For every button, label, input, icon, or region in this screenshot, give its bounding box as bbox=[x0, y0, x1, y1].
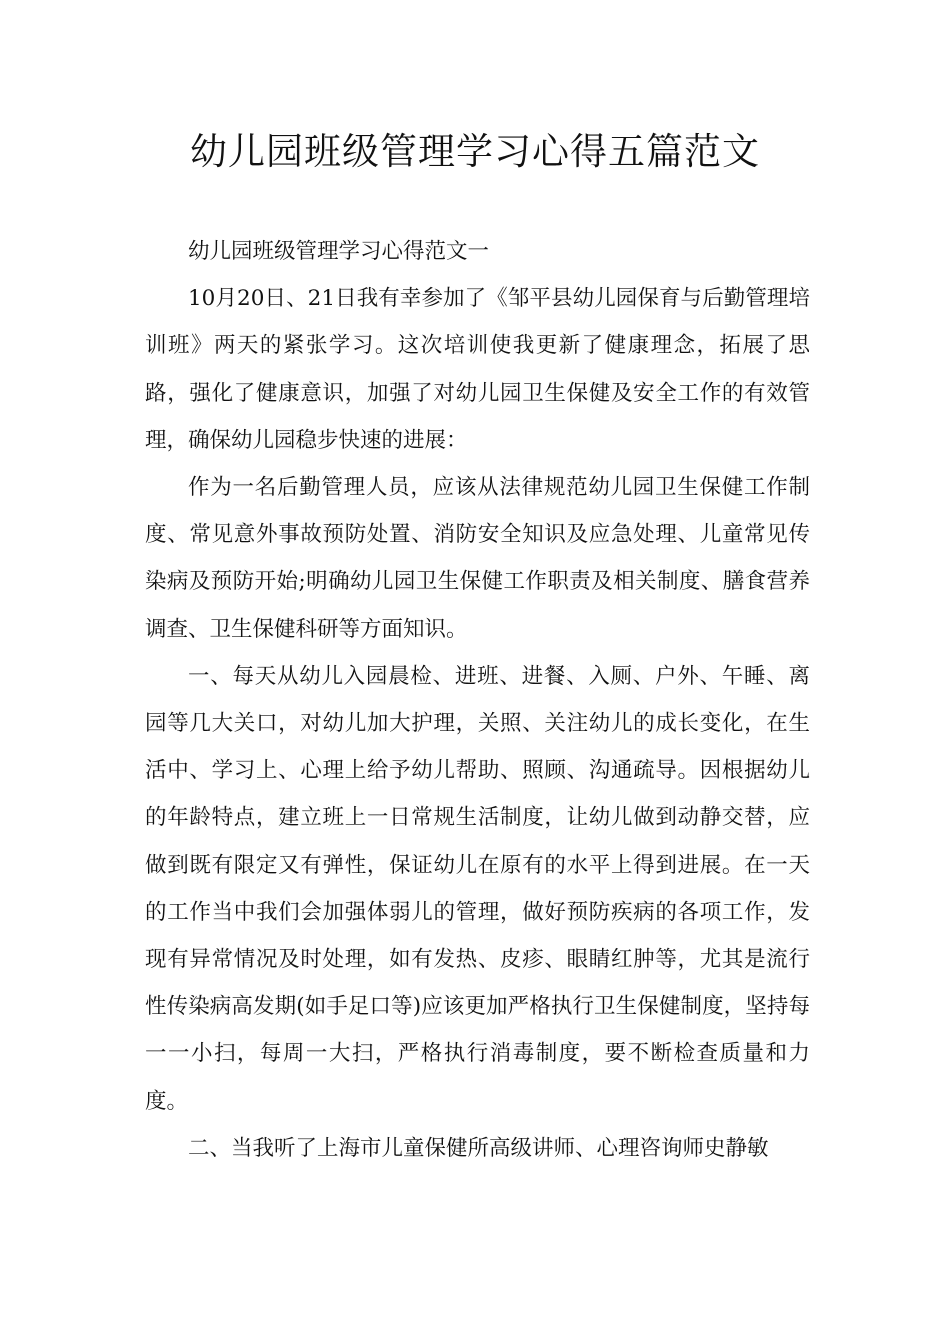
paragraph: 二、当我听了上海市儿童保健所高级讲师、心理咨询师史静敏 bbox=[188, 1135, 769, 1161]
paragraph: 一、每天从幼儿入园晨检、进班、进餐、入厕、户外、午睡、离园等几大关口，对幼儿加大护理，关照、关注幼儿的成长变化，在生活中、学习上、心理上给予幼儿帮助、照顾、沟通疏导。因根据幼儿的年龄特点，建立班上一日常规生活制度，让幼儿做到动静交替，应做到既有限定又有弹性，保证幼儿在原有的水平上得到进展。在一天的工作当中我们会加强体弱儿的管理，做好预防疾病的各项工作，发现有异常情况及时处理，如有发热、皮疹、眼睛红肿等，尤其是流行性传染病高发期(如手足口等)应该更加严格执行卫生保健制度，坚持每一一小扫，每周一大扫，严格执行消毒制度，要不断检查质量和力度。 bbox=[145, 663, 810, 1114]
paragraph: 10月20日、21日我有幸参加了《邹平县幼儿园保育与后勤管理培训班》两天的紧张学习。这次培训使我更新了健康理念，拓展了思路，强化了健康意识，加强了对幼儿园卫生保健及安全工作的有效管理，确保幼儿园稳步快速的进展： bbox=[145, 286, 810, 453]
document-body bbox=[145, 228, 810, 1172]
section-heading: 幼儿园班级管理学习心得范文一 bbox=[188, 239, 490, 264]
paragraph: 作为一名后勤管理人员，应该从法律规范幼儿园卫生保健工作制度、常见意外事故预防处置、消防安全知识及应急处理、儿童常见传染病及预防开始;明确幼儿园卫生保健工作职责及相关制度、膳食营养调查、卫生保健科研等方面知识。 bbox=[145, 475, 810, 642]
document-title: 幼儿园班级管理学习心得五篇范文 bbox=[190, 130, 760, 173]
